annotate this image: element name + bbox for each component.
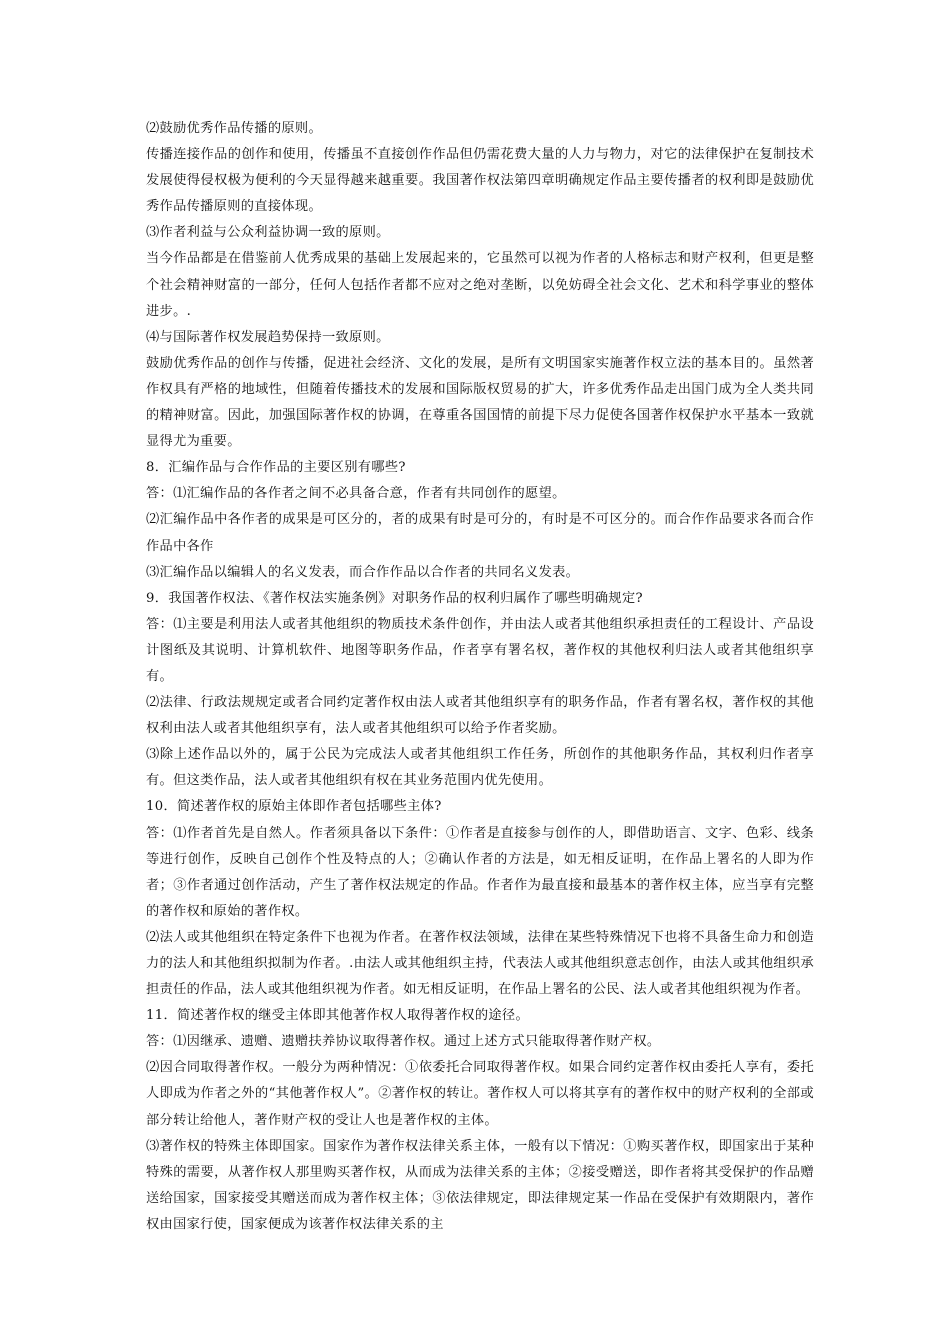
- answer-9-item-2: ⑵法律、行政法规规定或者合同约定著作权由法人或者其他组织享有的职务作品，作者有署名权，著作权的其他权利由法人或者其他组织享有，法人或者其他组织可以给予作者奖励。: [146, 695, 814, 737]
- answer-11-item-1: 答：⑴因继承、遗赠、遗赠扶养协议取得著作权。通过上述方式只能取得著作财产权。: [146, 1034, 661, 1050]
- paragraph-principle-3-heading: ⑶作者利益与公众利益协调一致的原则。: [146, 225, 390, 241]
- paragraph-principle-3-body: 当今作品都是在借鉴前人优秀成果的基础上发展起来的，它虽然可以视为作者的人格标志和财产权利，但更是整个社会精神财富的一部分，任何人包括作者都不应对之绝对垄断，以免妨碍全社会文化、艺术和科学事业的整体进步。.: [146, 251, 814, 319]
- answer-11-item-3: ⑶著作权的特殊主体即国家。国家作为著作权法律关系主体，一般有以下情况：①购买著作权，即国家出于某种特殊的需要，从著作权人那里购买著作权，从而成为法律关系的主体；②接受赠送，即作者将其受保护的作品赠送给国家，国家接受其赠送而成为著作权主体；③依法律规定，即法律规定某一作品在受保护有效期限内，著作权由国家行使，国家便成为该著作权法律关系的主: [146, 1138, 814, 1232]
- question-9: 9．我国著作权法、《著作权法实施条例》对职务作品的权利归属作了哪些明确规定?: [146, 590, 643, 606]
- answer-9-item-3: ⑶除上述作品以外的，属于公民为完成法人或者其他组织工作任务，所创作的其他职务作品，其权利归作者享有。但这类作品，法人或者其他组织有权在其业务范围内优先使用。: [146, 747, 814, 789]
- answer-8-item-1: 答：⑴汇编作品的各作者之间不必具备合意，作者有共同创作的愿望。: [146, 486, 566, 502]
- answer-10-item-1: 答：⑴作者首先是自然人。作者须具备以下条件：①作者是直接参与创作的人，即借助语言、文字、色彩、线条等进行创作，反映自己创作个性及特点的人；②确认作者的方法是，如无相反证明，在作品上署名的人即为作者；③作者通过创作活动，产生了著作权法规定的作品。作者作为最直接和最基本的著作权主体，应当享有完整的著作权和原始的著作权。: [146, 825, 814, 919]
- paragraph-principle-4-heading: ⑷与国际著作权发展趋势保持一致原则。: [146, 329, 390, 345]
- answer-9-item-1: 答：⑴主要是利用法人或者其他组织的物质技术条件创作，并由法人或者其他组织承担责任的工程设计、产品设计图纸及其说明、计算机软件、地图等职务作品，作者享有署名权，著作权的其他权利归法人或者其他组织享有。: [146, 616, 814, 684]
- answer-8-item-2: ⑵汇编作品中各作者的成果是可区分的，者的成果有时是可分的，有时是不可区分的。而合作作品要求各而合作作品中各作: [146, 512, 814, 554]
- answer-10-item-2: ⑵法人或其他组织在特定条件下也视为作者。在著作权法领域，法律在某些特殊情况下也将不具备生命力和创造力的法人和其他组织拟制为作者。.由法人或其他组织主持，代表法人或其他组织意志创作，由法人或其他组织承担责任的作品，法人或其他组织视为作者。如无相反证明，在作品上署名的公民、法人或者其他组织视为作者。: [146, 929, 814, 998]
- question-11: 11．简述著作权的继受主体即其他著作权人取得著作权的途径。: [146, 1008, 529, 1024]
- document-body: [146, 116, 814, 1238]
- answer-8-item-3: ⑶汇编作品以编辑人的名义发表，而合作作品以合作者的共同名义发表。: [146, 564, 580, 580]
- paragraph-principle-2-heading: ⑵鼓励优秀作品传播的原则。: [146, 121, 322, 136]
- paragraph-principle-2-body: 传播连接作品的创作和使用，传播虽不直接创作作品但仍需花费大量的人力与物力，对它的法律保护在复制技术发展使得侵权极为便利的今天显得越来越重要。我国著作权法第四章明确规定作品主要传播者的权利即是鼓励优秀作品传播原则的直接体现。: [146, 147, 814, 215]
- question-10: 10．简述著作权的原始主体即作者包括哪些主体?: [146, 799, 442, 815]
- answer-11-item-2: ⑵因合同取得著作权。一般分为两种情况：①依委托合同取得著作权。如果合同约定著作权由委托人享有，委托人即成为作者之外的“其他著作权人”。②著作权的转让。著作权人可以将其享有的著作权中的财产权利的全部或部分转让给他人，著作财产权的受让人也是著作权的主体。: [146, 1060, 814, 1128]
- question-8: 8．汇编作品与合作作品的主要区别有哪些?: [146, 460, 406, 476]
- paragraph-principle-4-body: 鼓励优秀作品的创作与传播，促进社会经济、文化的发展，是所有文明国家实施著作权立法的基本目的。虽然著作权具有严格的地域性，但随着传播技术的发展和国际版权贸易的扩大，许多优秀作品走出国门成为全人类共同的精神财富。因此，加强国际著作权的协调，在尊重各国国情的前提下尽力促使各国著作权保护水平基本一致就显得尤为重要。: [146, 355, 814, 450]
